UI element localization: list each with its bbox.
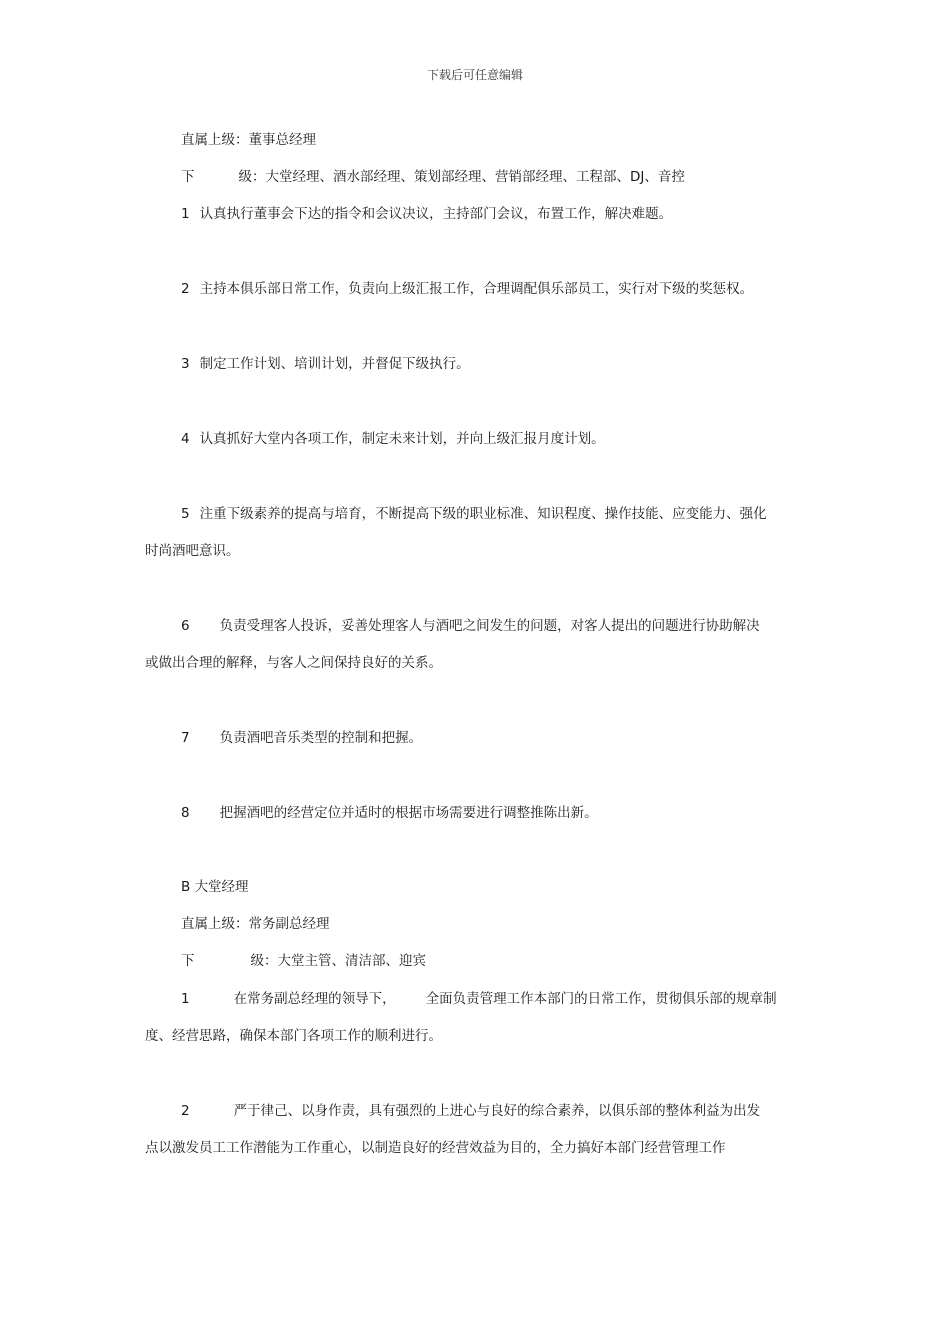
list-item bbox=[181, 352, 470, 372]
list-item bbox=[181, 726, 422, 746]
section-title-b bbox=[181, 875, 249, 895]
item-text: 负责受理客人投诉，妥善处理客人与酒吧之间发生的问题，对客人提出的问题进行协助解决 bbox=[219, 618, 760, 634]
list-item bbox=[181, 801, 598, 821]
list-item-continuation: 或做出合理的解释，与客人之间保持良好的关系。 bbox=[145, 655, 442, 671]
section-letter: B bbox=[181, 879, 191, 895]
item-number: 1 bbox=[181, 991, 190, 1007]
list-item-continuation: 点以激发员工工作潜能为工作重心，以制造良好的经营效益为目的，全力搞好本部门经营管理工作 bbox=[145, 1140, 726, 1156]
item-text: 在常务副总经理的领导下， bbox=[233, 991, 396, 1007]
list-item bbox=[181, 1099, 760, 1119]
item-text: 认真执行董事会下达的指令和会议决议，主持部门会议，布置工作，解决难题。 bbox=[199, 206, 673, 222]
item-text: 注重下级素养的提高与培育，不断提高下级的职业标准、知识程度、操作技能、应变能力、强化 bbox=[199, 506, 767, 522]
list-item bbox=[181, 987, 777, 1007]
list-item bbox=[181, 202, 672, 222]
item-number: 3 bbox=[181, 356, 190, 372]
superior-line-a: 直属上级：董事总经理 bbox=[181, 132, 316, 148]
item-number: 4 bbox=[181, 431, 190, 447]
section-title-text: 大堂经理 bbox=[194, 879, 249, 895]
subordinate-text: 级：大堂主管、清洁部、迎宾 bbox=[250, 953, 426, 969]
subordinate-line-b bbox=[181, 949, 426, 969]
list-item-continuation: 时尚酒吧意识。 bbox=[145, 543, 240, 559]
superior-line-b: 直属上级：常务副总经理 bbox=[181, 916, 330, 932]
item-text: 把握酒吧的经营定位并适时的根据市场需要进行调整推陈出新。 bbox=[219, 805, 598, 821]
item-text: 全面负责管理工作本部门的日常工作，贯彻俱乐部的规章制 bbox=[425, 991, 777, 1007]
list-item bbox=[181, 614, 760, 634]
item-number: 7 bbox=[181, 730, 190, 746]
item-text: 制定工作计划、培训计划，并督促下级执行。 bbox=[199, 356, 470, 372]
item-number: 5 bbox=[181, 506, 190, 522]
item-number: 6 bbox=[181, 618, 190, 634]
page-header: 下载后可任意编辑 bbox=[426, 68, 523, 82]
item-text: 负责酒吧音乐类型的控制和把握。 bbox=[219, 730, 423, 746]
subordinate-prefix: 下 bbox=[181, 953, 195, 969]
item-number: 2 bbox=[181, 281, 190, 297]
item-number: 2 bbox=[181, 1103, 190, 1119]
item-text: 主持本俱乐部日常工作，负责向上级汇报工作，合理调配俱乐部员工，实行对下级的奖惩权。 bbox=[199, 281, 754, 297]
subordinate-tail: 、音控 bbox=[644, 169, 685, 185]
subordinate-dj: DJ bbox=[630, 169, 645, 185]
subordinate-text: 级：大堂经理、酒水部经理、策划部经理、营销部经理、工程部、 bbox=[238, 169, 630, 185]
item-text: 严于律己、以身作责，具有强烈的上进心与良好的综合素养，以俱乐部的整体利益为出发 bbox=[233, 1103, 761, 1119]
list-item-continuation: 度、经营思路，确保本部门各项工作的顺利进行。 bbox=[145, 1028, 442, 1044]
subordinate-line-a bbox=[181, 165, 685, 185]
item-number: 1 bbox=[181, 206, 190, 222]
subordinate-prefix: 下 bbox=[181, 169, 195, 185]
list-item bbox=[181, 277, 753, 297]
list-item bbox=[181, 427, 605, 447]
item-text: 认真抓好大堂内各项工作，制定未来计划，并向上级汇报月度计划。 bbox=[199, 431, 605, 447]
item-number: 8 bbox=[181, 805, 190, 821]
list-item bbox=[181, 502, 767, 522]
